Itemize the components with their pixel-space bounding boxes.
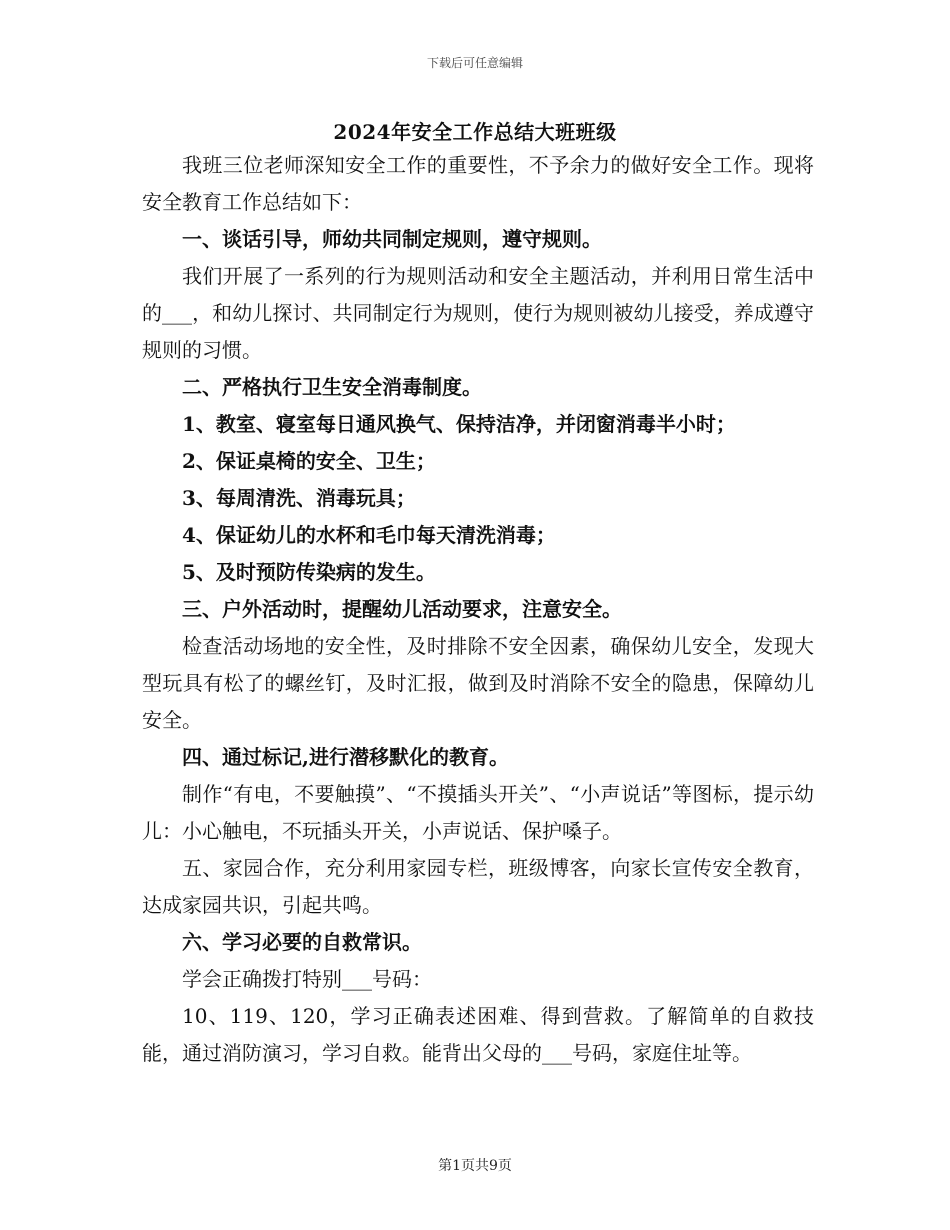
section-heading-2: 二、严格执行卫生安全消毒制度。 <box>182 375 482 399</box>
paragraph-section-4: 制作“有电，不要触摸”、“不摸插头开关”、“小声说话”等图标，提示幼儿：小心触电，不玩插头开关，小声说话、保护嗓子。 <box>142 782 814 843</box>
document-title: 2024年安全工作总结大班班级 <box>333 120 617 144</box>
list-item-4: 4、保证幼儿的水杯和毛巾每天清洗消毒； <box>182 523 556 547</box>
section-heading-4: 四、通过标记,进行潜移默化的教育。 <box>182 745 509 769</box>
header-note: 下载后可任意编辑 <box>426 56 523 70</box>
paragraph-section-6a: 学会正确拨打特别___号码： <box>182 967 432 991</box>
page-footer: 第1页共9页 <box>438 1158 512 1174</box>
document-body <box>142 147 814 1072</box>
paragraph-section-1: 我们开展了一系列的行为规则活动和安全主题活动，并利用日常生活中的___，和幼儿探讨、共同制定行为规则，使行为规则被幼儿接受，养成遵守规则的习惯。 <box>142 264 814 362</box>
list-item-1: 1、教室、寝室每日通风换气、保持洁净，并闭窗消毒半小时； <box>182 412 736 436</box>
list-item-5: 5、及时预防传染病的发生。 <box>182 560 436 584</box>
section-heading-6: 六、学习必要的自救常识。 <box>182 930 422 954</box>
section-heading-3: 三、户外活动时，提醒幼儿活动要求，注意安全。 <box>182 597 622 621</box>
paragraph-section-5: 五、家园合作，充分利用家园专栏，班级博客，向家长宣传安全教育，达成家园共识，引起共鸣。 <box>142 856 814 917</box>
list-item-3: 3、每周清洗、消毒玩具； <box>182 486 416 510</box>
list-item-2: 2、保证桌椅的安全、卫生； <box>182 449 436 473</box>
paragraph-intro: 我班三位老师深知安全工作的重要性，不予余力的做好安全工作。现将安全教育工作总结如下： <box>142 153 814 214</box>
section-heading-1: 一、谈话引导，师幼共同制定规则，遵守规则。 <box>182 227 602 251</box>
paragraph-section-6b: 10、119、120，学习正确表述困难、得到营救。了解简单的自救技能，通过消防演习，学习自救。能背出父母的___号码，家庭住址等。 <box>142 1004 814 1065</box>
paragraph-section-3: 检查活动场地的安全性，及时排除不安全因素，确保幼儿安全，发现大型玩具有松了的螺丝钉，及时汇报，做到及时消除不安全的隐患，保障幼儿安全。 <box>142 634 814 732</box>
